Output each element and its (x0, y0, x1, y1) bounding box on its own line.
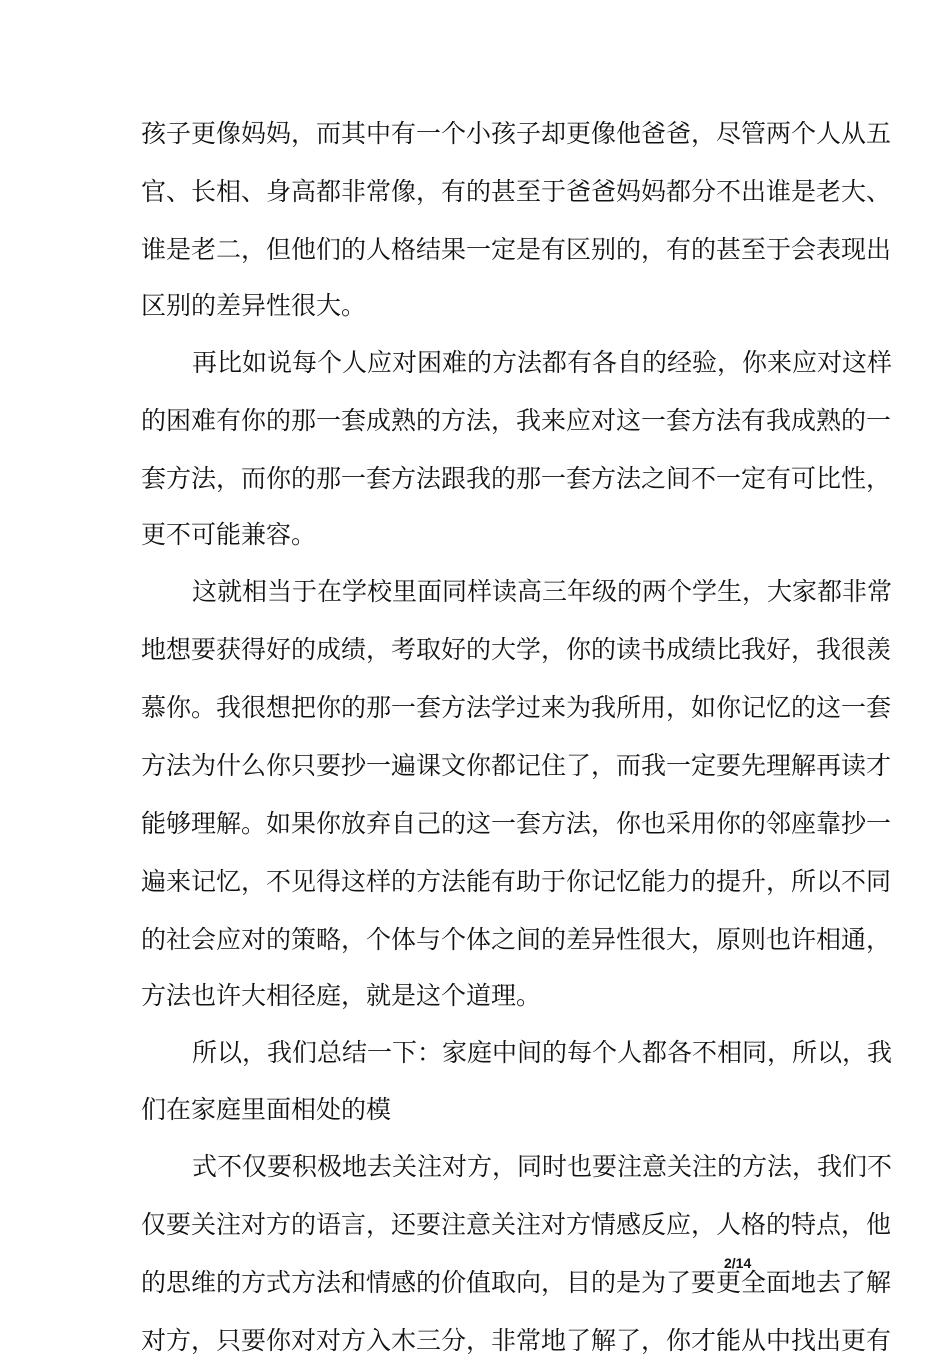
text-line: 更不可能兼容。 (141, 520, 317, 549)
text-line: 对方，只要你对对方入木三分，非常地了解了，你才能从中找出更有 (141, 1326, 892, 1355)
text-line: 官、长相、身高都非常像，有的甚至于爸爸妈妈都分不出谁是老大、 (141, 177, 892, 206)
text-line: 区别的差异性很大。 (141, 291, 367, 320)
paragraph-first-line: 再比如说每个人应对困难的方法都有各自的经验，你来应对这样 (192, 348, 893, 377)
text-line: 的社会应对的策略，个体与个体之间的差异性很大，原则也许相通， (141, 925, 892, 954)
text-line: 孩子更像妈妈，而其中有一个小孩子却更像他爸爸，尽管两个人从五 (141, 119, 892, 148)
page-number: 2/14 (724, 1255, 752, 1271)
text-line: 慕你。我很想把你的那一套方法学过来为我所用，如你记忆的这一套 (141, 693, 892, 722)
text-line: 遍来记忆，不见得这样的方法能有助于你记忆能力的提升，所以不同 (141, 867, 892, 896)
text-line: 能够理解。如果你放弃自己的这一套方法，你也采用你的邻座靠抄一 (141, 809, 892, 838)
text-line: 方法也许大相径庭，就是这个道理。 (141, 981, 542, 1010)
paragraph-first-line: 这就相当于在学校里面同样读高三年级的两个学生，大家都非常 (192, 577, 893, 606)
text-line: 方法为什么你只要抄一遍课文你都记住了，而我一定要先理解再读才 (141, 751, 892, 780)
text-line: 仅要关注对方的语言，还要注意关注对方情感反应，人格的特点，他 (141, 1210, 892, 1239)
text-line: 们在家庭里面相处的模 (141, 1095, 392, 1124)
paragraph-first-line: 式不仅要积极地去关注对方，同时也要注意关注的方法，我们不 (192, 1152, 893, 1181)
text-line: 套方法，而你的那一套方法跟我的那一套方法之间不一定有可比性， (141, 464, 892, 493)
paragraph-first-line: 所以，我们总结一下：家庭中间的每个人都各不相同，所以，我 (192, 1038, 893, 1067)
text-line: 的困难有你的那一套成熟的方法，我来应对这一套方法有我成熟的一 (141, 406, 892, 435)
text-line: 谁是老二，但他们的人格结果一定是有区别的，有的甚至于会表现出 (141, 235, 892, 264)
text-line: 地想要获得好的成绩，考取好的大学，你的读书成绩比我好，我很羡 (141, 635, 892, 664)
text-line: 的思维的方式方法和情感的价值取向，目的是为了要更全面地去了解 (141, 1268, 892, 1297)
